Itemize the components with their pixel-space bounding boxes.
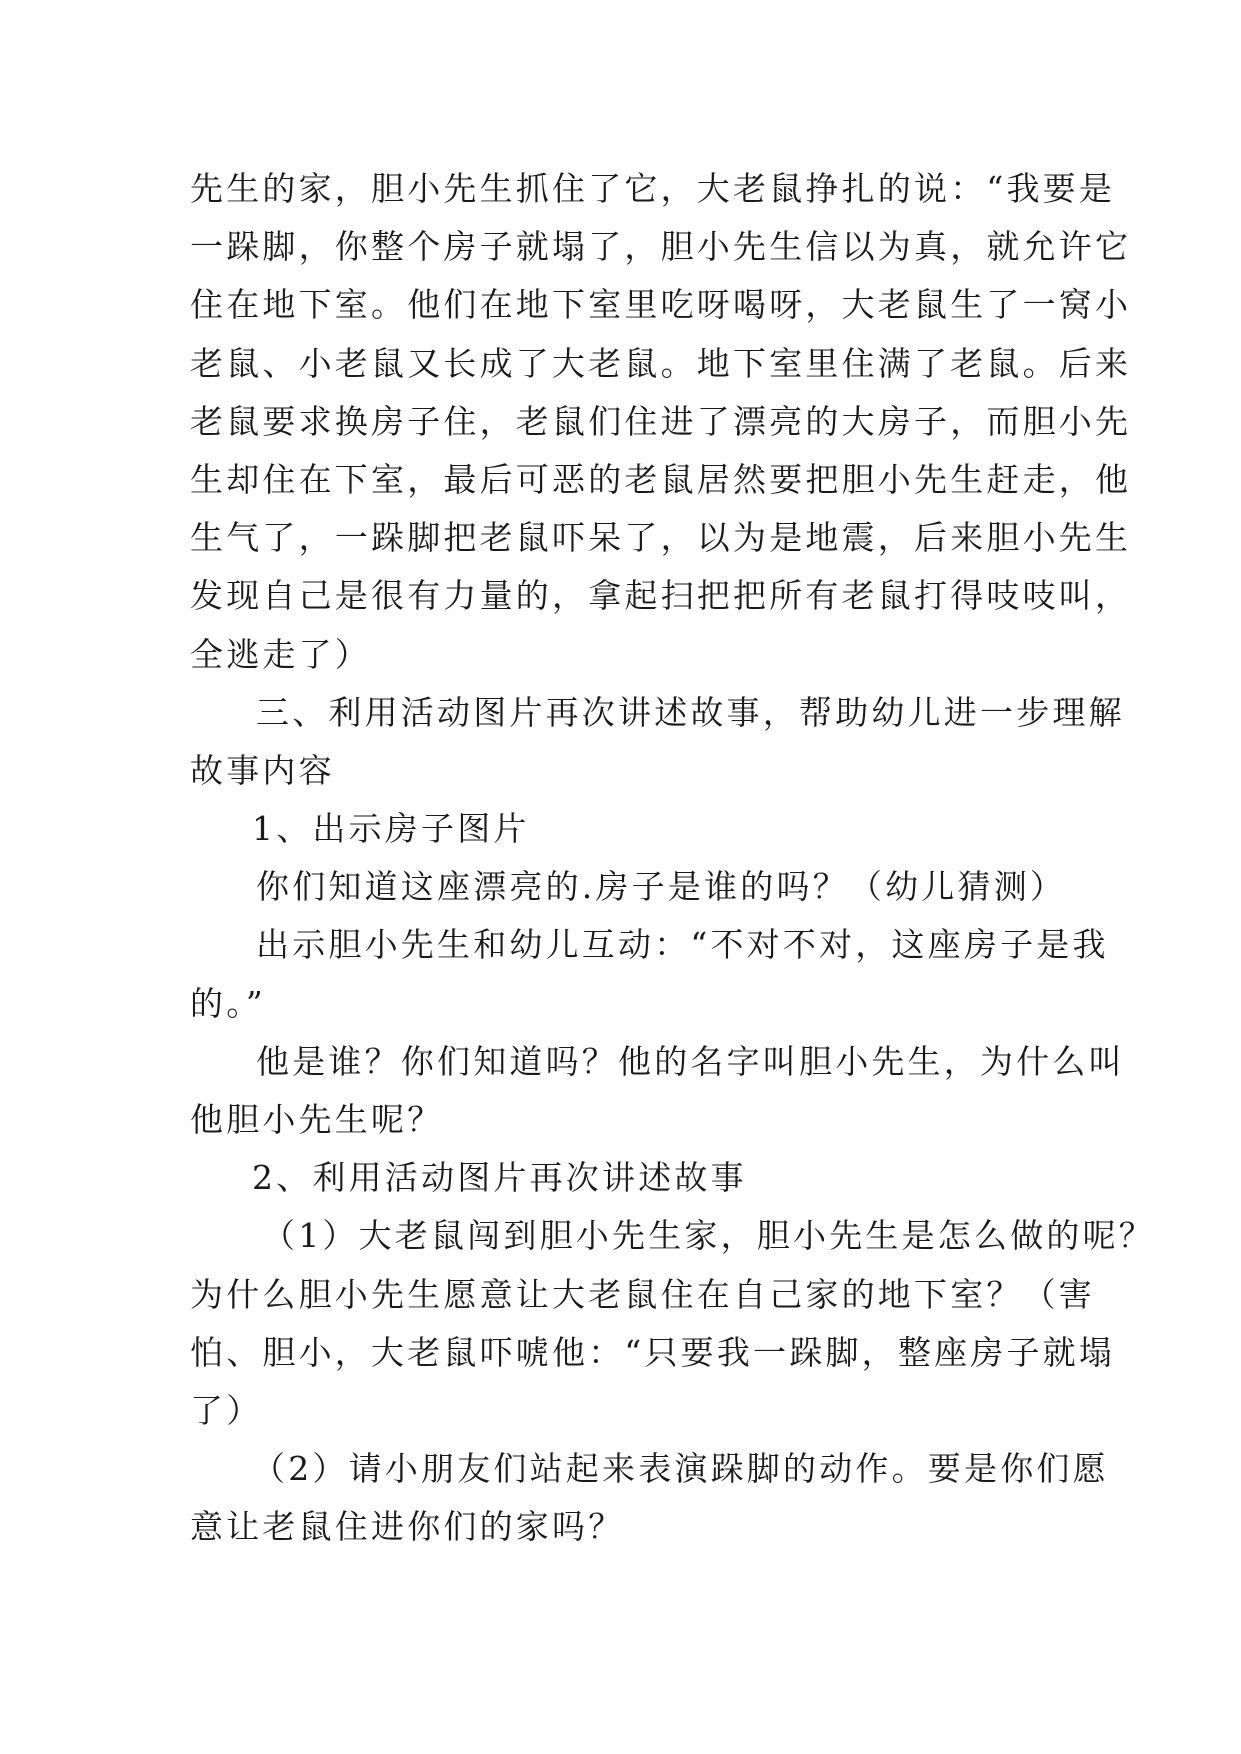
story-line: 老鼠要求换房子住，老鼠们住进了漂亮的大房子，而胆小先 <box>190 401 1132 441</box>
question-line: 他是谁？你们知道吗？他的名字叫胆小先生，为什么叫 <box>256 1041 1125 1081</box>
story-line: 生却住在下室，最后可恶的老鼠居然要把胆小先生赶走，他 <box>190 459 1132 499</box>
story-line: 全逃走了） <box>190 634 371 674</box>
item-1-line-cont: 了） <box>190 1390 263 1430</box>
section-heading-3: 三、利用活动图片再次讲述故事，帮助幼儿进一步理解 <box>256 692 1125 732</box>
dialogue-line-cont: 的。” <box>190 983 266 1023</box>
step-1-heading: 1、出示房子图片 <box>252 809 530 849</box>
story-line: 住在地下室。他们在地下室里吃呀喝呀，大老鼠生了一窝小 <box>190 285 1132 325</box>
story-line: 生气了，一跺脚把老鼠吓呆了，以为是地震，后来胆小先生 <box>190 518 1132 558</box>
question-line-cont: 他胆小先生呢？ <box>190 1100 444 1139</box>
item-1-line: （1）大老鼠闯到胆小先生家，胆小先生是怎么做的呢？ <box>262 1216 1155 1256</box>
item-1-line-cont: 为什么胆小先生愿意让大老鼠住在自己家的地下室？（害 <box>190 1274 1095 1314</box>
story-line: 一跺脚，你整个房子就塌了，胆小先生信以为真，就允许它 <box>190 227 1132 267</box>
story-line: 发现自己是很有力量的，拿起扫把把所有老鼠打得吱吱叫， <box>190 576 1132 616</box>
item-1-line-cont: 怕、胆小，大老鼠吓唬他：“只要我一跺脚，整座房子就塌 <box>190 1332 1116 1372</box>
question-line: 你们知道这座漂亮的.房子是谁的吗？（幼儿猜测） <box>256 867 1067 907</box>
story-line: 先生的家，胆小先生抓住了它，大老鼠挣扎的说：“我要是 <box>190 169 1116 208</box>
dialogue-line: 出示胆小先生和幼儿互动：“不对不对，这座房子是我 <box>256 925 1109 965</box>
item-2-line-cont: 意让老鼠住进你们的家吗？ <box>190 1507 625 1547</box>
section-heading-3-cont: 故事内容 <box>190 750 335 790</box>
item-2-line: （2）请小朋友们站起来表演跺脚的动作。要是你们愿 <box>252 1449 1109 1489</box>
step-2-heading: 2、利用活动图片再次讲述故事 <box>252 1158 747 1198</box>
story-line: 老鼠、小老鼠又长成了大老鼠。地下室里住满了老鼠。后来 <box>190 343 1132 383</box>
document-body <box>190 160 1155 1557</box>
